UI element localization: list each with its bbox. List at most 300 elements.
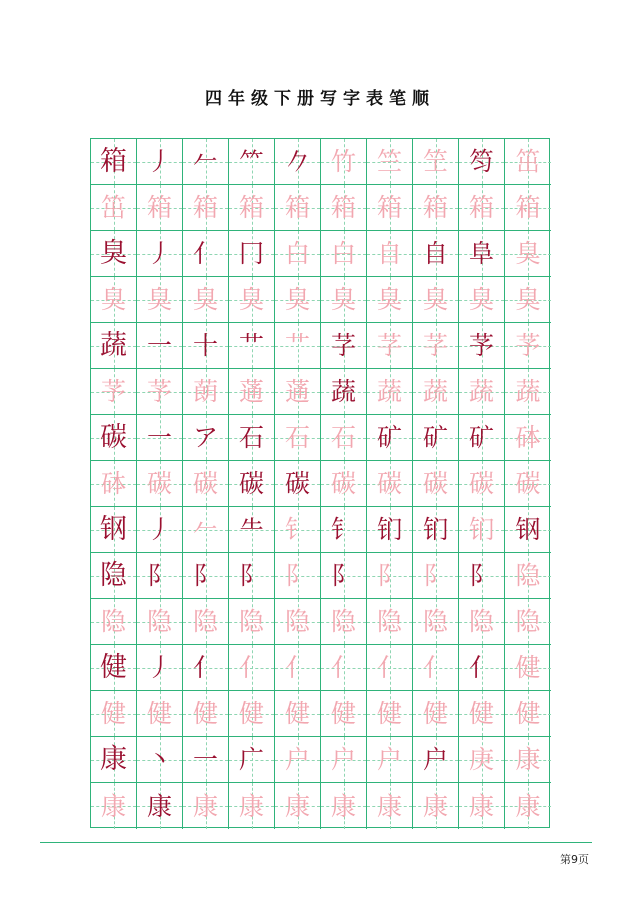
trace-character: 健	[238, 699, 264, 728]
grid-cell	[229, 277, 275, 323]
grid-cell	[229, 231, 275, 277]
grid-cell	[183, 185, 229, 231]
trace-character: 隐	[515, 607, 541, 636]
trace-character: 箱	[146, 193, 172, 222]
grid-cell	[229, 507, 275, 553]
grid-cell	[505, 277, 551, 323]
stroke-step: 十	[192, 331, 218, 360]
grid-cell	[91, 415, 137, 461]
trace-character: 笜	[515, 147, 541, 176]
model-character: 碳	[100, 422, 127, 453]
trace-character: 隐	[376, 607, 402, 636]
trace-character: 碳	[515, 469, 541, 498]
grid-cell	[275, 415, 321, 461]
grid-cell	[367, 461, 413, 507]
grid-row	[91, 231, 549, 277]
trace-character: 隐	[146, 607, 172, 636]
grid-cell	[459, 323, 505, 369]
trace-character: 石	[330, 423, 356, 452]
grid-cell	[137, 185, 183, 231]
grid-cell	[321, 415, 367, 461]
grid-cell	[321, 599, 367, 645]
trace-character: 砵	[515, 423, 541, 452]
trace-character: 健	[515, 653, 541, 682]
grid-cell	[183, 231, 229, 277]
grid-cell	[321, 645, 367, 691]
grid-cell	[229, 185, 275, 231]
trace-character: 臭	[330, 285, 356, 314]
grid-cell	[505, 323, 551, 369]
trace-character: 箱	[330, 193, 356, 222]
grid-cell	[91, 737, 137, 783]
trace-character: 隐	[515, 561, 541, 590]
grid-cell	[275, 645, 321, 691]
grid-cell	[183, 553, 229, 599]
trace-character: 蓢	[192, 377, 218, 406]
stroke-step: 户	[422, 745, 448, 774]
trace-character: 康	[100, 791, 126, 821]
stroke-step: 冂	[238, 239, 264, 268]
grid-cell	[367, 783, 413, 829]
page-title: 四年级下册写字表笔顺	[205, 89, 435, 109]
grid-cell	[91, 691, 137, 737]
grid-cell	[137, 645, 183, 691]
trace-character: 蓪	[284, 377, 310, 406]
trace-character: 笜	[100, 193, 126, 222]
trace-character: 箱	[422, 193, 448, 222]
stroke-step: 阜	[468, 239, 494, 268]
stroke-step: 艹	[238, 331, 264, 360]
grid-cell	[459, 139, 505, 185]
grid-cell	[91, 369, 137, 415]
trace-character: 碳	[422, 469, 448, 498]
trace-character: 亻	[422, 653, 448, 682]
grid-cell	[137, 139, 183, 185]
trace-character: 康	[515, 745, 541, 774]
stroke-step: 阝	[468, 561, 494, 590]
trace-character: 蔬	[422, 377, 448, 406]
grid-row	[91, 277, 549, 323]
stroke-step: 石	[238, 423, 264, 452]
trace-character: 白	[330, 239, 356, 268]
stroke-step: 𠂊	[284, 147, 310, 176]
grid-cell	[367, 185, 413, 231]
trace-character: 碳	[146, 469, 172, 498]
trace-character: 隐	[192, 607, 218, 636]
trace-character: 康	[192, 791, 218, 821]
trace-character: 臭	[515, 285, 541, 314]
grid-cell	[275, 783, 321, 829]
grid-cell	[275, 599, 321, 645]
grid-cell	[413, 783, 459, 829]
trace-character: 健	[422, 699, 448, 728]
model-character: 健	[100, 652, 127, 683]
grid-cell	[413, 599, 459, 645]
trace-character: 康	[515, 791, 541, 821]
grid-cell	[505, 645, 551, 691]
model-character: 隐	[100, 560, 127, 591]
trace-character: 蔬	[376, 377, 402, 406]
stroke-step: 𠂉	[192, 147, 218, 176]
trace-character: 臭	[192, 285, 218, 314]
stroke-step: 笉	[468, 147, 494, 176]
trace-character: 艹	[284, 331, 310, 360]
stroke-step: 一	[192, 745, 218, 774]
grid-cell	[275, 277, 321, 323]
grid-cell	[505, 553, 551, 599]
grid-row	[91, 369, 549, 415]
grid-cell	[275, 139, 321, 185]
grid-cell	[505, 139, 551, 185]
grid-cell	[321, 691, 367, 737]
trace-character: 碳	[330, 469, 356, 498]
trace-character: 隐	[284, 607, 310, 636]
trace-character: 隐	[100, 607, 126, 636]
grid-cell	[459, 461, 505, 507]
trace-character: 阝	[284, 561, 310, 590]
grid-cell	[367, 369, 413, 415]
trace-character: 竹	[330, 147, 356, 176]
stroke-step: 丶	[146, 745, 172, 774]
grid-cell	[505, 783, 551, 829]
grid-cell	[505, 461, 551, 507]
grid-cell	[505, 369, 551, 415]
grid-cell	[275, 461, 321, 507]
stroke-step: 亻	[468, 653, 494, 682]
stroke-step: 钅	[330, 515, 356, 544]
grid-cell	[367, 231, 413, 277]
stroke-step: 丿	[146, 147, 172, 176]
stroke-step: ⺮	[238, 147, 264, 176]
stroke-step: 碳	[284, 469, 310, 498]
trace-character: 竺	[376, 147, 402, 176]
trace-character: 箱	[238, 193, 264, 222]
trace-character: 阝	[376, 561, 402, 590]
grid-cell	[505, 599, 551, 645]
trace-character: 亻	[330, 653, 356, 682]
trace-character: 健	[468, 699, 494, 728]
trace-character: 钔	[468, 515, 494, 544]
grid-cell	[413, 415, 459, 461]
grid-cell	[183, 645, 229, 691]
trace-character: 臭	[468, 285, 494, 314]
trace-character: 臭	[422, 285, 448, 314]
model-character: 康	[100, 744, 127, 775]
stroke-step: 钔	[422, 515, 448, 544]
trace-character: 芧	[515, 331, 541, 360]
trace-character: 碳	[468, 469, 494, 498]
grid-cell	[367, 323, 413, 369]
stroke-step: 丿	[146, 515, 172, 544]
grid-cell	[321, 783, 367, 829]
grid-cell	[137, 599, 183, 645]
grid-cell	[91, 507, 137, 553]
grid-row	[91, 645, 549, 691]
grid-cell	[137, 323, 183, 369]
trace-character: 芓	[376, 331, 402, 360]
stroke-step: 一	[146, 423, 172, 452]
stroke-step: 碳	[238, 469, 264, 498]
grid-cell	[229, 415, 275, 461]
stroke-step: 蔬	[330, 377, 356, 406]
trace-character: 𠂉	[192, 515, 218, 544]
grid-cell	[229, 553, 275, 599]
grid-cell	[137, 737, 183, 783]
grid-cell	[413, 231, 459, 277]
grid-cell	[91, 323, 137, 369]
grid-cell	[229, 323, 275, 369]
trace-character: 蔬	[515, 377, 541, 406]
grid-cell	[413, 185, 459, 231]
grid-cell	[137, 277, 183, 323]
grid-cell	[459, 507, 505, 553]
trace-character: 臭	[515, 239, 541, 268]
trace-character: 箱	[468, 193, 494, 222]
footer-divider	[40, 842, 592, 843]
trace-character: 康	[376, 791, 402, 821]
grid-cell	[413, 691, 459, 737]
grid-cell	[459, 185, 505, 231]
trace-character: 白	[284, 239, 310, 268]
grid-cell	[367, 737, 413, 783]
trace-character: 康	[422, 791, 448, 821]
trace-character: 笁	[422, 147, 448, 176]
stroke-step: 亻	[192, 653, 218, 682]
grid-cell	[183, 599, 229, 645]
grid-cell	[137, 691, 183, 737]
grid-row	[91, 139, 549, 185]
grid-cell	[459, 645, 505, 691]
trace-character: 箱	[284, 193, 310, 222]
grid-cell	[137, 783, 183, 829]
trace-character: 庚	[468, 745, 494, 774]
stroke-step: 芧	[468, 331, 494, 360]
grid-cell	[321, 369, 367, 415]
model-character: 钢	[100, 514, 127, 545]
grid-cell	[229, 645, 275, 691]
trace-character: 亻	[284, 653, 310, 682]
grid-cell	[137, 553, 183, 599]
stroke-step: 广	[238, 745, 264, 774]
stroke-step: 矿	[468, 423, 494, 452]
trace-character: 隐	[422, 607, 448, 636]
grid-cell	[183, 369, 229, 415]
trace-character: 臭	[146, 285, 172, 314]
trace-character: 臭	[284, 285, 310, 314]
trace-character: 蔬	[468, 377, 494, 406]
trace-character: 阝	[422, 561, 448, 590]
grid-cell	[137, 507, 183, 553]
grid-cell	[229, 461, 275, 507]
model-character: 箱	[100, 146, 127, 177]
grid-cell	[275, 691, 321, 737]
grid-cell	[459, 415, 505, 461]
trace-character: 康	[284, 791, 310, 821]
grid-cell	[413, 369, 459, 415]
grid-row	[91, 553, 549, 599]
stroke-step: 阝	[146, 561, 172, 590]
trace-character: 康	[330, 791, 356, 821]
grid-cell	[183, 737, 229, 783]
grid-cell	[367, 691, 413, 737]
grid-cell	[91, 553, 137, 599]
grid-cell	[229, 737, 275, 783]
grid-cell	[91, 599, 137, 645]
trace-character: 健	[376, 699, 402, 728]
grid-cell	[505, 231, 551, 277]
trace-character: 亻	[238, 653, 264, 682]
grid-cell	[275, 507, 321, 553]
grid-cell	[183, 691, 229, 737]
grid-cell	[367, 415, 413, 461]
grid-cell	[505, 691, 551, 737]
trace-character: 箱	[192, 193, 218, 222]
grid-cell	[275, 737, 321, 783]
grid-row	[91, 737, 549, 783]
trace-character: 砵	[100, 469, 126, 498]
grid-cell	[367, 507, 413, 553]
trace-character: 健	[192, 699, 218, 728]
stroke-step: 钢	[515, 515, 541, 544]
trace-character: 户	[284, 745, 310, 774]
grid-cell	[91, 461, 137, 507]
stroke-step: 阝	[192, 561, 218, 590]
grid-cell	[137, 231, 183, 277]
grid-cell	[91, 185, 137, 231]
grid-cell	[183, 277, 229, 323]
grid-cell	[505, 185, 551, 231]
grid-cell	[275, 231, 321, 277]
grid-cell	[137, 461, 183, 507]
grid-cell	[367, 599, 413, 645]
grid-cell	[91, 783, 137, 829]
grid-cell	[183, 323, 229, 369]
trace-character: 户	[376, 745, 402, 774]
grid-cell	[413, 461, 459, 507]
grid-cell	[183, 507, 229, 553]
stroke-step: 阝	[238, 561, 264, 590]
grid-cell	[275, 185, 321, 231]
grid-cell	[229, 691, 275, 737]
stroke-step: 亻	[192, 239, 218, 268]
grid-row	[91, 323, 549, 369]
grid-cell	[321, 139, 367, 185]
trace-character: 康	[468, 791, 494, 821]
grid-row	[91, 599, 549, 645]
trace-character: 芓	[422, 331, 448, 360]
trace-character: 隐	[468, 607, 494, 636]
trace-character: 亻	[376, 653, 402, 682]
trace-character: 芧	[146, 377, 172, 406]
grid-cell	[367, 277, 413, 323]
grid-cell	[183, 139, 229, 185]
trace-character: 隐	[238, 607, 264, 636]
stroke-step: 阝	[330, 561, 356, 590]
model-character: 蔬	[100, 330, 127, 361]
stroke-step: ア	[192, 423, 218, 452]
trace-character: 箱	[376, 193, 402, 222]
trace-character: 碳	[192, 469, 218, 498]
grid-cell	[459, 277, 505, 323]
grid-cell	[91, 139, 137, 185]
grid-cell	[321, 231, 367, 277]
grid-cell	[505, 737, 551, 783]
stroke-step: 一	[146, 331, 172, 360]
grid-row	[91, 507, 549, 553]
trace-character: 臭	[100, 285, 126, 314]
grid-cell	[459, 691, 505, 737]
grid-cell	[321, 737, 367, 783]
trace-character: 健	[284, 699, 310, 728]
trace-character: 芧	[100, 377, 126, 406]
grid-cell	[413, 277, 459, 323]
grid-cell	[229, 369, 275, 415]
grid-cell	[91, 277, 137, 323]
grid-cell	[367, 139, 413, 185]
grid-row	[91, 691, 549, 737]
grid-cell	[91, 231, 137, 277]
grid-row	[91, 783, 549, 829]
trace-character: 箱	[515, 193, 541, 222]
grid-cell	[459, 231, 505, 277]
trace-character: 户	[330, 745, 356, 774]
grid-cell	[321, 323, 367, 369]
trace-character: 健	[100, 699, 126, 728]
grid-cell	[505, 507, 551, 553]
grid-cell	[183, 783, 229, 829]
trace-character: 健	[515, 699, 541, 728]
grid-cell	[321, 507, 367, 553]
stroke-step: 自	[422, 239, 448, 268]
grid-cell	[321, 461, 367, 507]
grid-cell	[459, 553, 505, 599]
trace-character: 碳	[376, 469, 402, 498]
grid-cell	[137, 369, 183, 415]
grid-cell	[413, 553, 459, 599]
grid-cell	[459, 783, 505, 829]
grid-cell	[413, 139, 459, 185]
stroke-step: 丿	[146, 653, 172, 682]
trace-character: 臭	[238, 285, 264, 314]
trace-character: 康	[238, 791, 264, 821]
stroke-order-grid	[90, 138, 550, 828]
trace-character: 石	[284, 423, 310, 452]
grid-cell	[459, 369, 505, 415]
grid-cell	[229, 599, 275, 645]
grid-cell	[413, 737, 459, 783]
trace-character: 健	[146, 699, 172, 728]
grid-cell	[321, 185, 367, 231]
stroke-step: 芓	[330, 331, 356, 360]
grid-cell	[183, 461, 229, 507]
trace-character: 隐	[330, 607, 356, 636]
grid-cell	[137, 415, 183, 461]
stroke-step: 康	[146, 791, 172, 821]
grid-cell	[229, 783, 275, 829]
trace-character: 蓪	[238, 377, 264, 406]
stroke-step: 矿	[422, 423, 448, 452]
grid-cell	[321, 277, 367, 323]
stroke-step: 丿	[146, 239, 172, 268]
grid-cell	[459, 599, 505, 645]
grid-cell	[321, 553, 367, 599]
trace-character: 钅	[284, 515, 310, 544]
grid-cell	[367, 645, 413, 691]
trace-character: 自	[376, 239, 402, 268]
grid-cell	[229, 139, 275, 185]
grid-cell	[183, 415, 229, 461]
grid-cell	[413, 323, 459, 369]
